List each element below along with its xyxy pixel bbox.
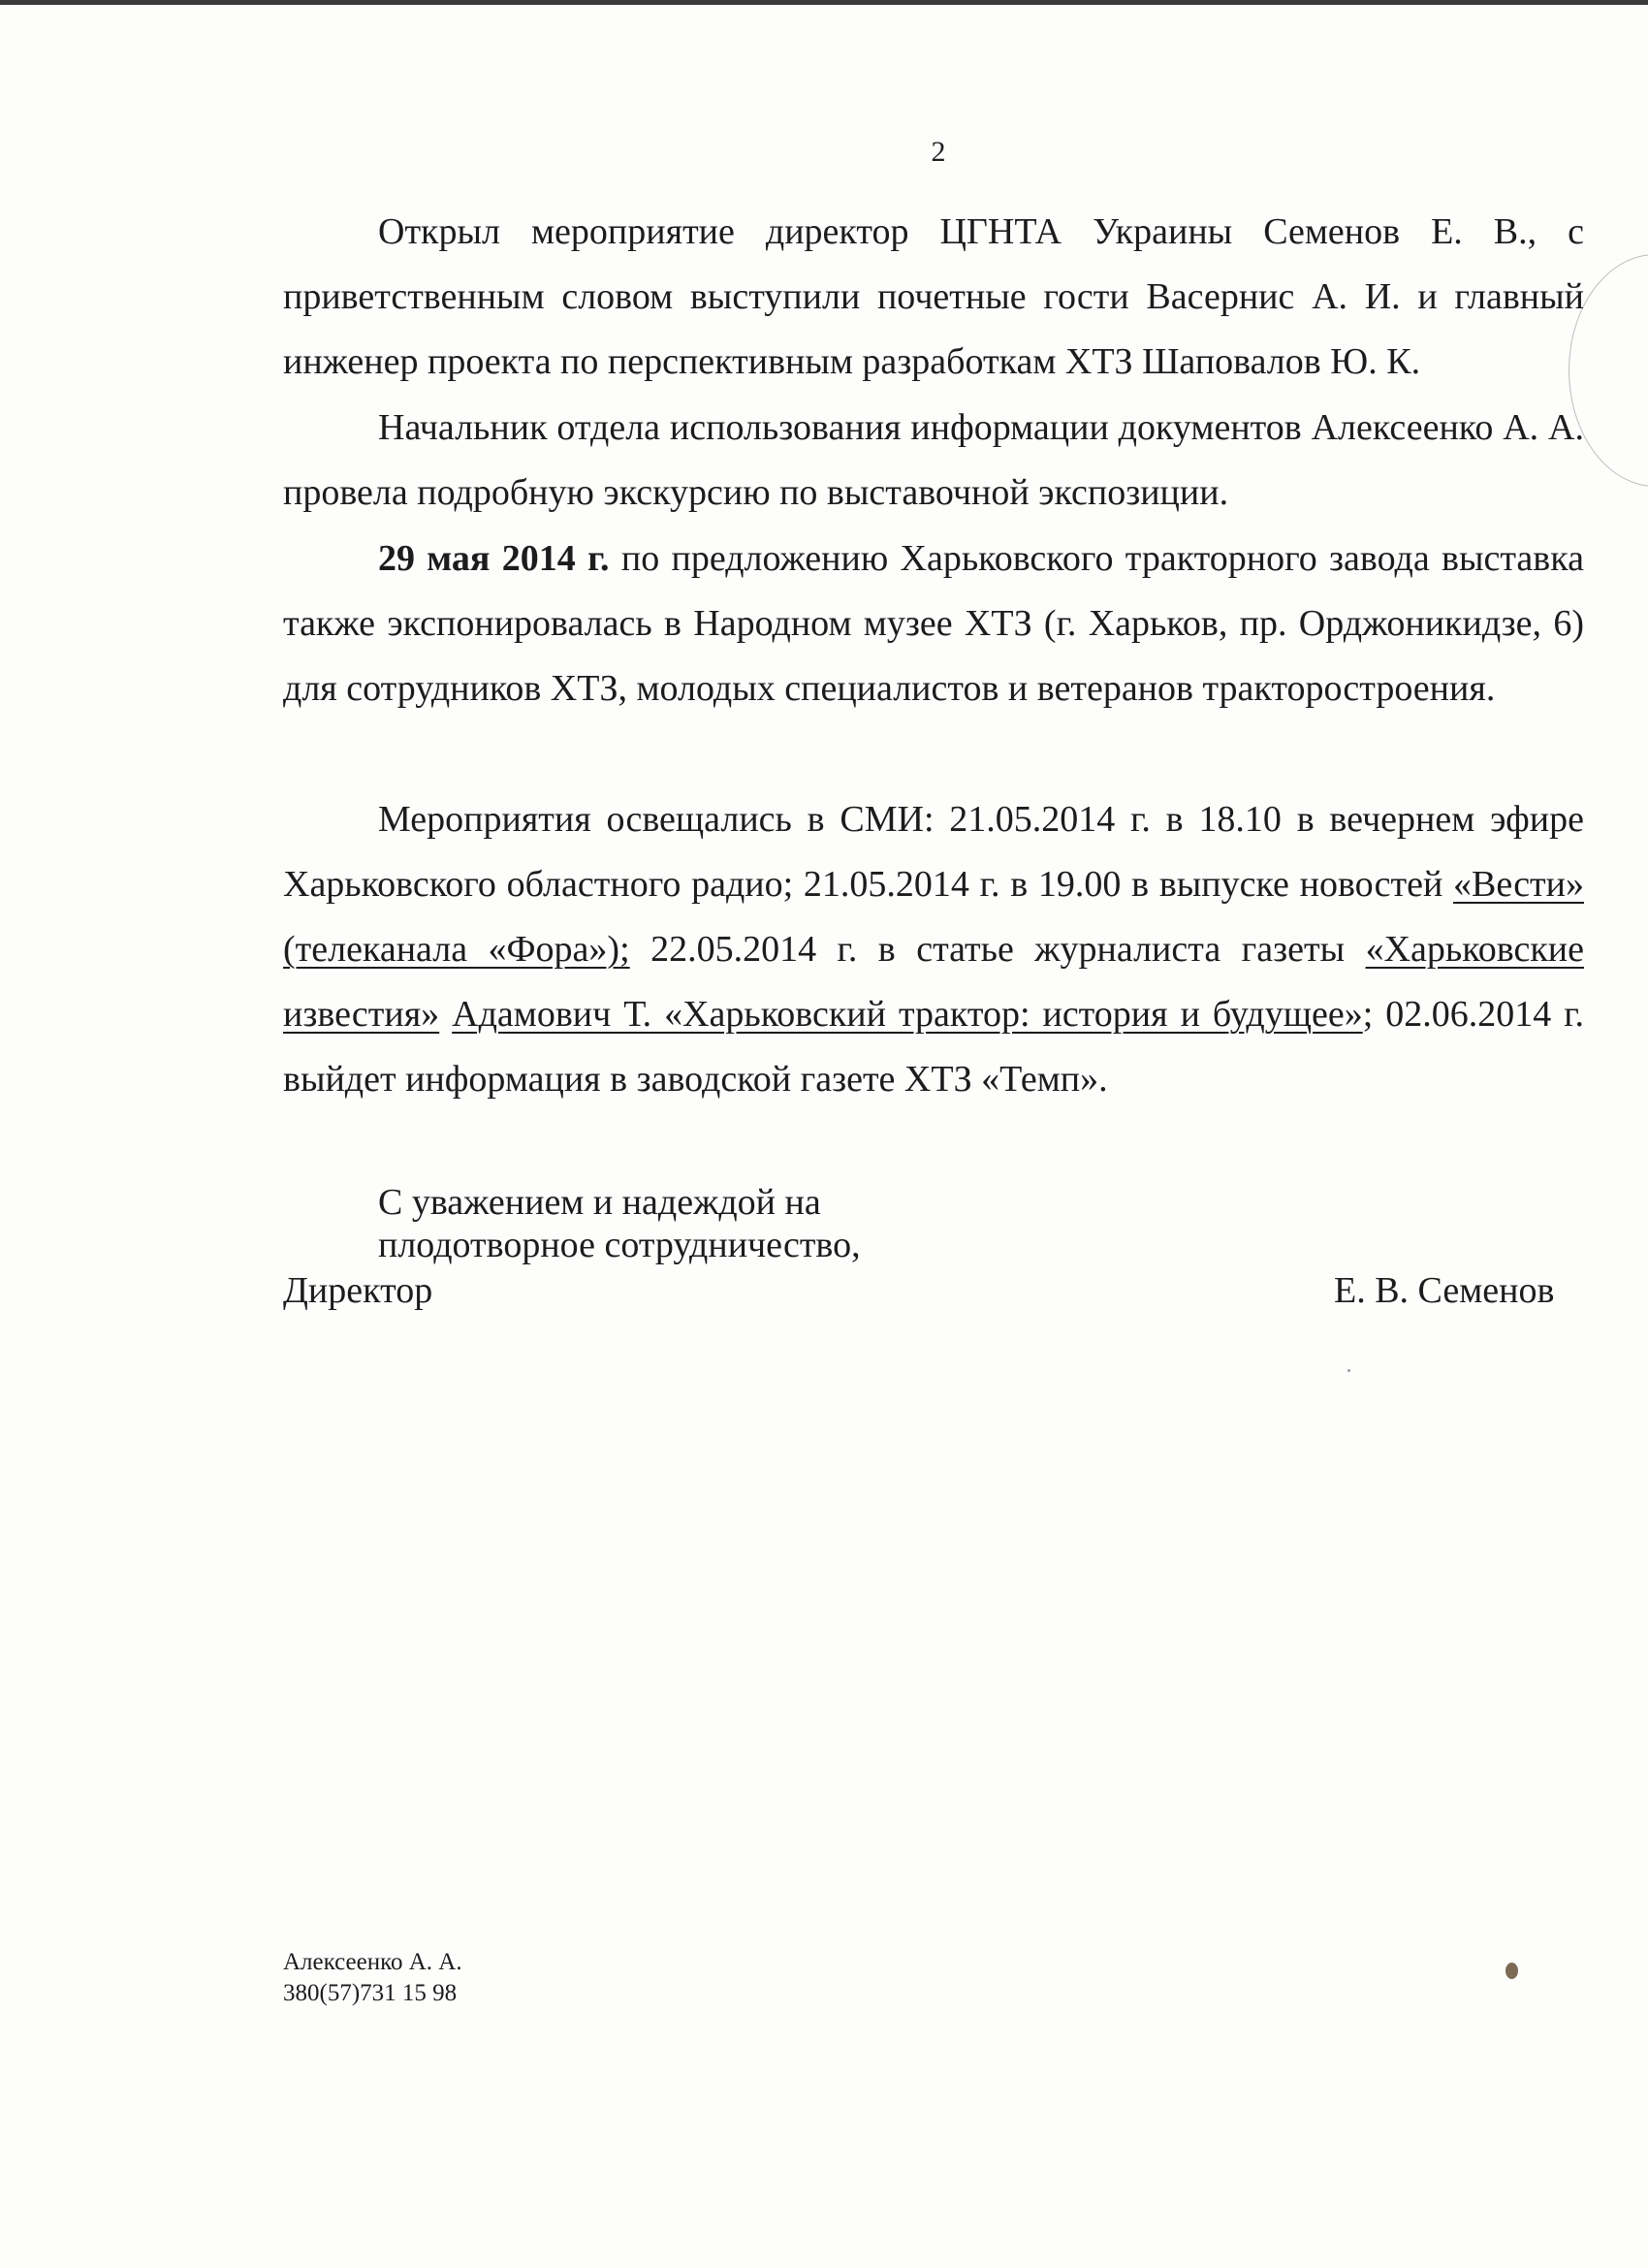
paragraph-text [439, 994, 452, 1035]
paragraph-text: ; 02.06.2014 г. выйдет информация в заводской газете ХТЗ «Темп». [283, 994, 1585, 1100]
signatory-name: Е. В. Семенов [1334, 1270, 1555, 1311]
paragraph-media-coverage [283, 787, 1584, 1112]
contact-phone: 380(57)731 15 98 [283, 1980, 458, 2006]
underlined-source: Адамович Т. «Харьковский трактор: история и будущее» [452, 994, 1363, 1035]
scan-top-edge [0, 0, 1648, 5]
ink-stain [1505, 1963, 1518, 1979]
closing-line-1: С уважением и надеждой на [378, 1182, 821, 1223]
paragraph-text: Открыл мероприятие директор ЦГНТА Украины Семенов Е. В., с приветственным словом выступили почетные гости Васернис А. И. и главный инженер проекта по перспективным разработкам ХТЗ Шаповалов Ю. К. [283, 211, 1584, 382]
paragraph-text: Начальник отдела использования информации документов Алексеенко А. А. провела подробную экскурсию по выставочной экспозиции. [283, 407, 1584, 513]
underlined-source: «Харьковские известия» [283, 929, 1584, 1035]
paragraph-opening [283, 200, 1584, 395]
contact-person: Алексеенко А. А. [283, 1949, 462, 1975]
scan-speck [1347, 1369, 1350, 1372]
signatory-title: Директор [283, 1270, 433, 1311]
page-number: 2 [931, 136, 946, 168]
paragraph-text: по предложению Харьковского тракторного завода выставка также экспонировалась в Народном музее ХТЗ (г. Харьков, пр. Орджоникидзе, 6) для сотрудников ХТЗ, молодых специалистов и ветеранов тракторостроения. [283, 538, 1584, 709]
paragraph-museum-exhibit [283, 527, 1584, 721]
closing-line-2: плодотворное сотрудничество, [378, 1225, 861, 1265]
bold-date: 29 мая 2014 г. [378, 538, 610, 579]
paragraph-excursion [283, 396, 1584, 526]
underlined-source: «Вести» (телеканала «Фора»); [283, 864, 1584, 970]
paragraph-text: 22.05.2014 г. в статье журналиста газеты [629, 929, 1366, 970]
paragraph-text: Мероприятия освещались в СМИ: 21.05.2014 г. в 18.10 в вечернем эфире Харьковского областного радио; 21.05.2014 г. в 19.00 в выпуске новостей [283, 799, 1584, 905]
